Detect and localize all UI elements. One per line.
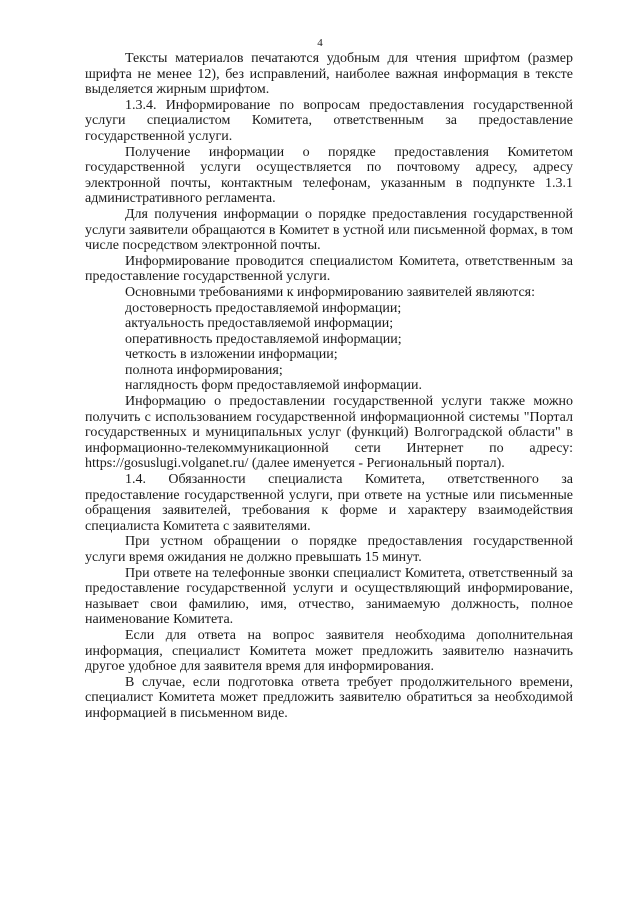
paragraph-obtaining-information: Получение информации о порядке предоставления Комитетом государственной услуги осуществляется по почтовому адресу, адресу электронной почты, контактным телефонам, указанным в подпункте 1.3.1 административного регламента. bbox=[85, 144, 573, 207]
paragraph-additional-information: Если для ответа на вопрос заявителя необходима дополнительная информация, специалист Комитета может предложить заявителю назначить другое удобное для заявителя время для информирования. bbox=[85, 627, 573, 675]
page-number: 4 bbox=[317, 37, 323, 49]
list-item: полнота информирования; bbox=[125, 362, 283, 378]
body-text bbox=[85, 51, 573, 722]
paragraph-informing-by-specialist: Информирование проводится специалистом Комитета, ответственным за предоставление государственной услуги. bbox=[85, 253, 573, 285]
list-item: наглядность форм предоставляемой информации. bbox=[125, 378, 422, 394]
list-item: четкость в изложении информации; bbox=[125, 347, 338, 363]
paragraph-requirements-intro: Основными требованиями к информированию заявителей являются: bbox=[125, 284, 536, 300]
paragraph-regional-portal: Информацию о предоставлении государственной услуги также можно получить с использованием государственной информационной системы "Портал государственных и муниципальных услуг (функций) Волгоградской области" в информационно-телекоммуникационной сети Интернет по адресу: https://gosuslugi.volganet.ru/ (далее именуется - Региональный портал). bbox=[85, 394, 573, 472]
paragraph-font-requirements: Тексты материалов печатаются удобным для чтения шрифтом (размер шрифта не менее 12), без исправлений, наиболее важная информация в тексте выделяется жирным шрифтом. bbox=[85, 51, 573, 98]
paragraph-phone-calls: При ответе на телефонные звонки специалист Комитета, ответственный за предоставление государственной услуги и осуществляющий информирование, называет свои фамилию, имя, отчество, занимаемую должность, полное наименование Комитета. bbox=[85, 565, 573, 628]
paragraph-1-3-4-heading: 1.3.4. Информирование по вопросам предоставления государственной услуги специалистом Комитета, ответственным за предоставление государственной услуги. bbox=[85, 97, 573, 144]
paragraph-applicants-contact: Для получения информации о порядке предоставления государственной услуги заявители обращаются в Комитет в устной или письменной формах, в том числе посредством электронной почты. bbox=[85, 206, 573, 254]
paragraph-written-request: В случае, если подготовка ответа требует продолжительного времени, специалист Комитета может предложить заявителю обратиться за необходимой информацией в письменном виде. bbox=[85, 674, 573, 721]
list-item: достоверность предоставляемой информации; bbox=[125, 300, 402, 316]
list-item: оперативность предоставляемой информации; bbox=[125, 331, 402, 347]
list-item: актуальность предоставляемой информации; bbox=[125, 316, 394, 332]
paragraph-1-4-heading: 1.4. Обязанности специалиста Комитета, ответственного за предоставление государственной услуги, при ответе на устные или письменные обращения заявителей, требования к форме и характеру взаимодействия специалиста Комитета с заявителями. bbox=[85, 472, 573, 534]
paragraph-waiting-time: При устном обращении о порядке предоставления государственной услуги время ожидания не должно превышать 15 минут. bbox=[85, 534, 573, 565]
